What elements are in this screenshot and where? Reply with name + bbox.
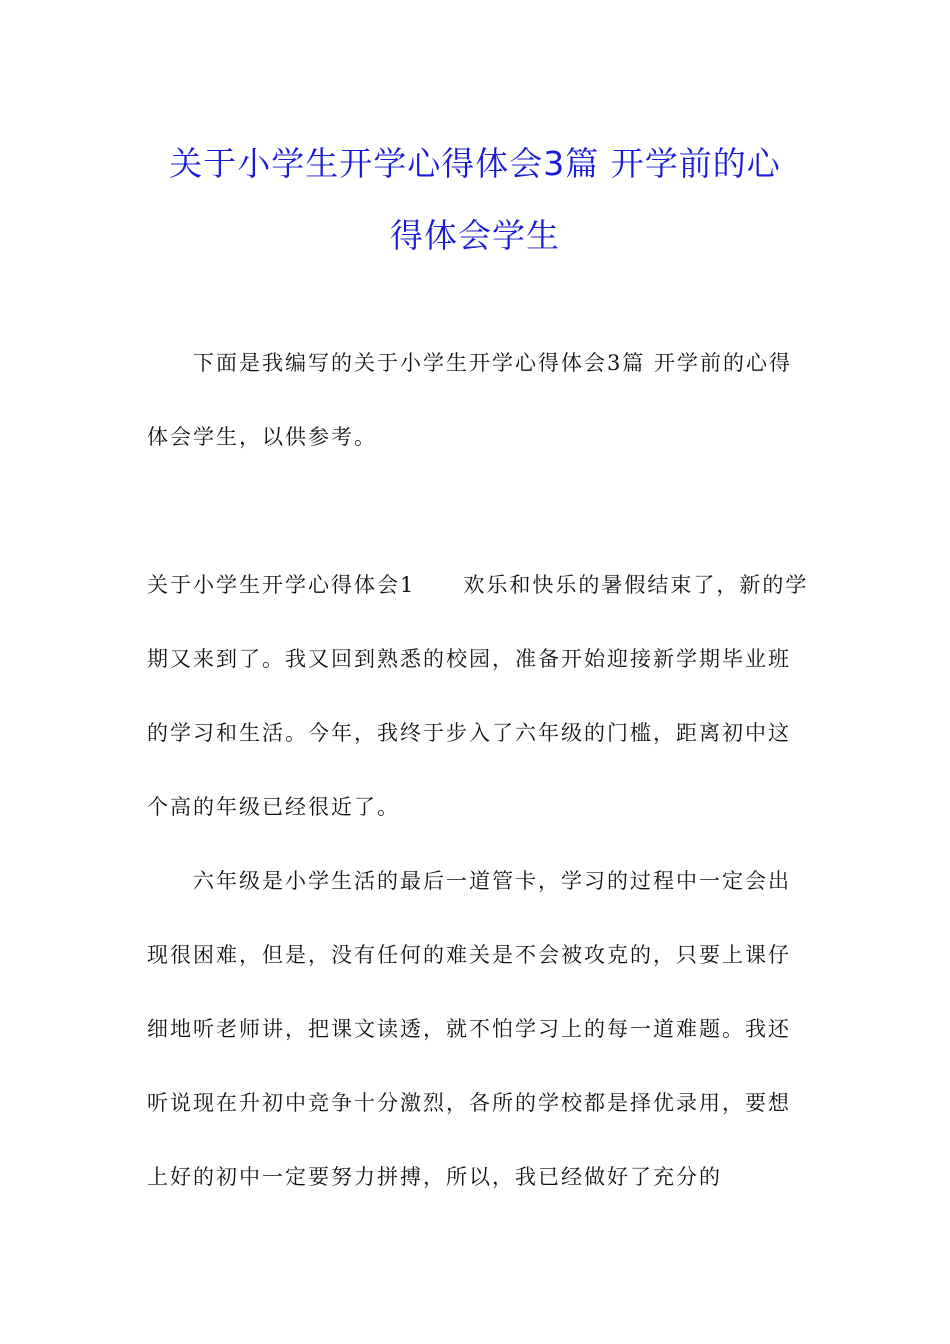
intro-paragraph: 下面是我编写的关于小学生开学心得体会3篇 开学前的心得体会学生，以供参考。 — [147, 351, 793, 449]
document-title — [120, 128, 830, 272]
section-1-paragraph — [147, 548, 812, 844]
title-line-2: 得体会学生 — [390, 216, 560, 255]
section-heading: 关于小学生开学心得体会1 — [147, 573, 416, 597]
title-line-1: 关于小学生开学心得体会3篇 开学前的心 — [169, 144, 781, 183]
paragraph-1-text: 欢乐和快乐的暑假结束了，新的学期又来到了。我又回到熟悉的校园，准备开始迎接新学期毕业班的学习和生活。今年，我终于步入了六年级的门槛，距离初中这个高的年级已经很近了。 — [147, 573, 809, 819]
paragraph-2: 六年级是小学生活的最后一道管卡，学习的过程中一定会出现很困难，但是，没有任何的难关是不会被攻克的，只要上课仔细地听老师讲，把课文读透，就不怕学习上的每一道难题。我还听说现在升初中竞争十分激烈，各所的学校都是择优录用，要想上好的初中一定要努力拼搏，所以，我已经做好了充分的 — [147, 869, 791, 1189]
